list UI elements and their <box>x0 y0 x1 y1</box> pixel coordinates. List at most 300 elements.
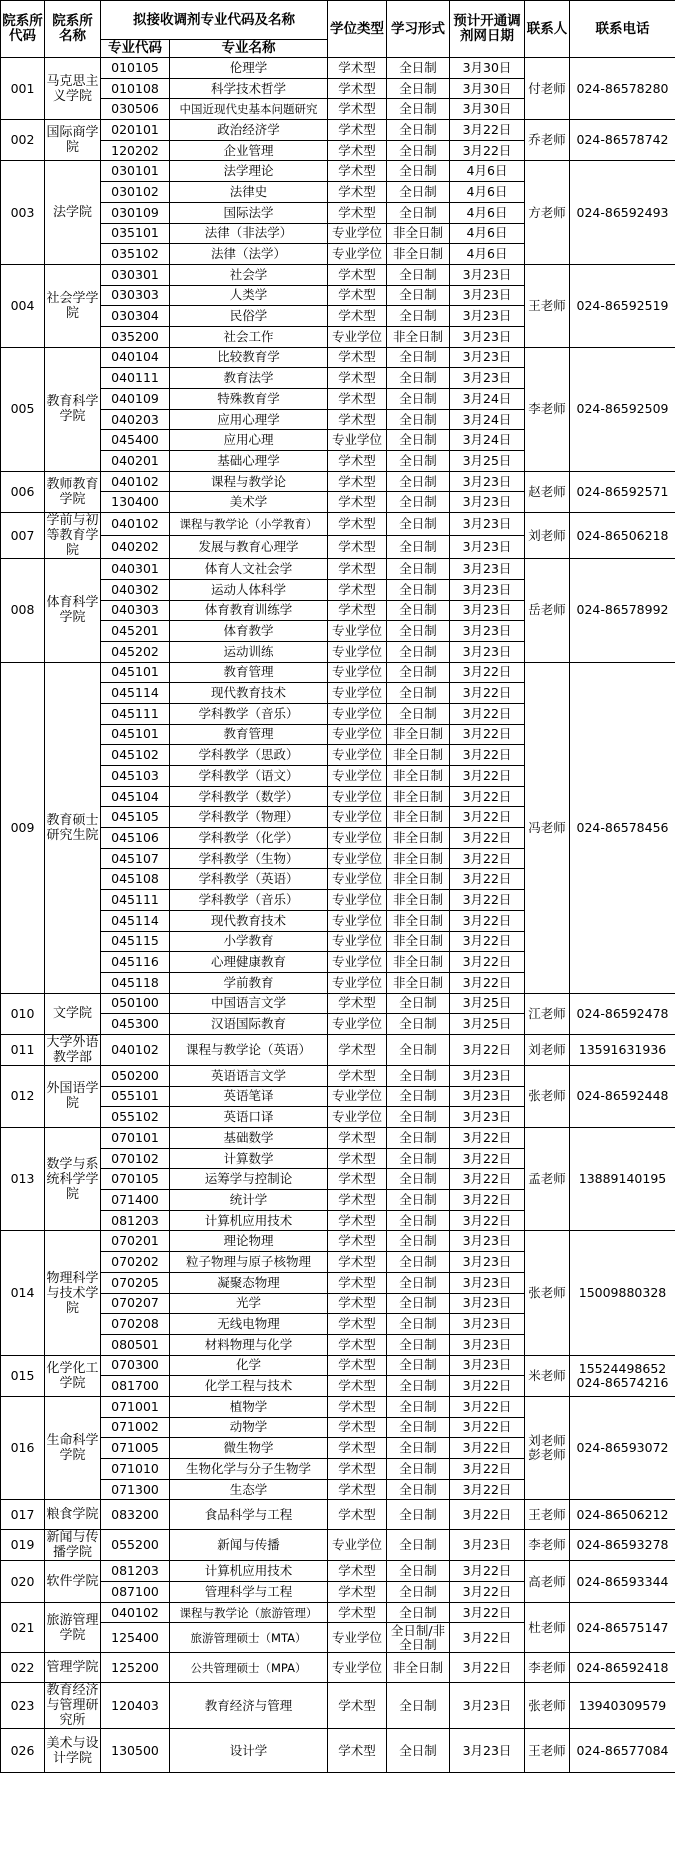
major-name: 英语口译 <box>170 1107 328 1128</box>
dept-name: 法学院 <box>45 161 101 264</box>
contact-phone <box>570 264 675 347</box>
major-code: 071005 <box>101 1438 170 1459</box>
degree-type: 学术型 <box>328 1417 387 1438</box>
major-name: 化学工程与技术 <box>170 1376 328 1397</box>
major-code: 071002 <box>101 1417 170 1438</box>
major-name: 应用心理学 <box>170 409 328 430</box>
open-date: 3月22日 <box>450 1396 525 1417</box>
major-code: 045111 <box>101 703 170 724</box>
contact <box>525 1500 570 1530</box>
major-name: 课程与教学论（旅游管理） <box>170 1602 328 1623</box>
open-date: 3月22日 <box>450 1128 525 1149</box>
contact <box>525 559 570 662</box>
study-mode: 全日制 <box>387 536 450 559</box>
open-date: 3月22日 <box>450 1210 525 1231</box>
table-row <box>1 1396 675 1417</box>
degree-type: 专业学位 <box>328 1086 387 1107</box>
major-code: 070101 <box>101 1128 170 1149</box>
study-mode: 全日制 <box>387 1417 450 1438</box>
open-date: 3月22日 <box>450 910 525 931</box>
major-code: 030301 <box>101 264 170 285</box>
open-date: 3月23日 <box>450 285 525 306</box>
contact-name: 冯老师 <box>528 819 566 835</box>
degree-type: 学术型 <box>328 1148 387 1169</box>
major-name: 管理科学与工程 <box>170 1582 328 1603</box>
study-mode: 全日制 <box>387 703 450 724</box>
study-mode: 全日制 <box>387 120 450 141</box>
major-name: 基础数学 <box>170 1128 328 1149</box>
contact <box>525 471 570 512</box>
header-dept-code: 院系所代码 <box>1 1 45 58</box>
study-mode: 全日制 <box>387 389 450 410</box>
open-date: 3月23日 <box>450 471 525 492</box>
dept-name: 国际商学院 <box>45 120 101 161</box>
contact <box>525 993 570 1034</box>
major-name: 微生物学 <box>170 1438 328 1459</box>
dept-name: 美术与设计学院 <box>45 1729 101 1773</box>
contact <box>525 1653 570 1683</box>
degree-type: 学术型 <box>328 1602 387 1623</box>
major-name: 法律（非法学） <box>170 223 328 244</box>
open-date: 3月23日 <box>450 326 525 347</box>
study-mode: 全日制 <box>387 140 450 161</box>
major-name: 粒子物理与原子核物理 <box>170 1252 328 1273</box>
degree-type: 专业学位 <box>328 1653 387 1683</box>
dept-code: 026 <box>1 1729 45 1773</box>
degree-type: 学术型 <box>328 513 387 536</box>
degree-type: 专业学位 <box>328 662 387 683</box>
open-date: 3月30日 <box>450 99 525 120</box>
table-row <box>1 264 675 285</box>
study-mode: 非全日制 <box>387 972 450 993</box>
open-date: 3月23日 <box>450 1293 525 1314</box>
open-date: 3月23日 <box>450 1107 525 1128</box>
phone-number: 13940309579 <box>578 1697 667 1713</box>
phone-number: 024-86592418 <box>576 1659 669 1675</box>
table-row <box>1 1065 675 1086</box>
dept-code: 021 <box>1 1602 45 1653</box>
major-name: 运筹学与控制论 <box>170 1169 328 1190</box>
degree-type: 学术型 <box>328 285 387 306</box>
degree-type: 学术型 <box>328 347 387 368</box>
major-name: 计算机应用技术 <box>170 1210 328 1231</box>
study-mode: 全日制 <box>387 451 450 472</box>
contact-phone <box>570 1729 675 1773</box>
study-mode: 非全日制 <box>387 223 450 244</box>
major-code: 071400 <box>101 1190 170 1211</box>
degree-type: 专业学位 <box>328 1530 387 1561</box>
dept-code: 010 <box>1 993 45 1034</box>
study-mode: 全日制 <box>387 1252 450 1273</box>
contact-phone <box>570 1034 675 1065</box>
open-date: 3月23日 <box>450 559 525 580</box>
major-code: 040202 <box>101 536 170 559</box>
contact-name: 刘老师 <box>528 1041 566 1057</box>
degree-type: 专业学位 <box>328 807 387 828</box>
major-name: 学科教学（化学） <box>170 828 328 849</box>
major-name: 中国近现代史基本问题研究 <box>170 99 328 120</box>
phone-number: 024-86592448 <box>576 1088 669 1104</box>
study-mode: 全日制 <box>387 347 450 368</box>
contact-phone <box>570 1653 675 1683</box>
contact-name: 张老师 <box>528 1088 566 1104</box>
open-date: 3月24日 <box>450 389 525 410</box>
contact-phone <box>570 1128 675 1231</box>
study-mode: 全日制 <box>387 1190 450 1211</box>
header-dept-name: 院系所名称 <box>45 1 101 58</box>
major-name: 材料物理与化学 <box>170 1334 328 1355</box>
degree-type: 专业学位 <box>328 703 387 724</box>
major-name: 生物化学与分子生物学 <box>170 1459 328 1480</box>
major-name: 人类学 <box>170 285 328 306</box>
contact-phone <box>570 58 675 120</box>
degree-type: 专业学位 <box>328 1623 387 1653</box>
major-name: 社会学 <box>170 264 328 285</box>
major-name: 凝聚态物理 <box>170 1272 328 1293</box>
degree-type: 学术型 <box>328 120 387 141</box>
degree-type: 学术型 <box>328 1355 387 1376</box>
major-name: 学科教学（英语） <box>170 869 328 890</box>
open-date: 3月22日 <box>450 1417 525 1438</box>
major-name: 学科教学（语文） <box>170 766 328 787</box>
open-date: 3月22日 <box>450 848 525 869</box>
degree-type: 学术型 <box>328 1683 387 1729</box>
major-name: 理论物理 <box>170 1231 328 1252</box>
major-name: 英语语言文学 <box>170 1065 328 1086</box>
major-code: 120403 <box>101 1683 170 1729</box>
major-name: 国际法学 <box>170 202 328 223</box>
table-row <box>1 1530 675 1561</box>
dept-code: 015 <box>1 1355 45 1396</box>
dept-code: 001 <box>1 58 45 120</box>
contact-name: 王老师 <box>528 297 566 313</box>
open-date: 3月22日 <box>450 1653 525 1683</box>
contact <box>525 1683 570 1729</box>
major-name: 光学 <box>170 1293 328 1314</box>
contact-name: 王老师 <box>528 1742 566 1758</box>
phone-number: 024-86592571 <box>576 483 669 499</box>
major-name: 无线电物理 <box>170 1314 328 1335</box>
open-date: 3月23日 <box>450 600 525 621</box>
major-name: 动物学 <box>170 1417 328 1438</box>
open-date: 3月22日 <box>450 1500 525 1530</box>
dept-code: 006 <box>1 471 45 512</box>
table-row <box>1 161 675 182</box>
major-code: 010105 <box>101 58 170 79</box>
contact-name: 李老师 <box>528 401 566 417</box>
major-name: 学科教学（思政） <box>170 745 328 766</box>
table-row <box>1 471 675 492</box>
study-mode: 非全日制 <box>387 326 450 347</box>
study-mode: 全日制 <box>387 1334 450 1355</box>
open-date: 3月30日 <box>450 58 525 79</box>
degree-type: 专业学位 <box>328 766 387 787</box>
degree-type: 学术型 <box>328 1479 387 1500</box>
open-date: 3月22日 <box>450 890 525 911</box>
contact <box>525 161 570 264</box>
contact-phone <box>570 1530 675 1561</box>
open-date: 3月22日 <box>450 1190 525 1211</box>
contact-name: 李老师 <box>528 1537 566 1553</box>
study-mode: 非全日制 <box>387 890 450 911</box>
degree-type: 学术型 <box>328 1272 387 1293</box>
study-mode: 非全日制 <box>387 807 450 828</box>
study-mode: 全日制 <box>387 662 450 683</box>
dept-name: 软件学院 <box>45 1561 101 1602</box>
open-date: 3月23日 <box>450 1231 525 1252</box>
major-code: 070300 <box>101 1355 170 1376</box>
study-mode: 全日制 <box>387 1355 450 1376</box>
open-date: 3月22日 <box>450 1582 525 1603</box>
dept-name: 马克思主义学院 <box>45 58 101 120</box>
major-code: 040102 <box>101 1602 170 1623</box>
major-code: 050100 <box>101 993 170 1014</box>
major-name: 设计学 <box>170 1729 328 1773</box>
study-mode: 全日制 <box>387 1582 450 1603</box>
major-code: 045115 <box>101 931 170 952</box>
open-date: 3月22日 <box>450 952 525 973</box>
contact-phone <box>570 1500 675 1530</box>
dept-name: 教育经济与管理研究所 <box>46 1683 99 1729</box>
study-mode: 全日制 <box>387 621 450 642</box>
major-code: 040111 <box>101 368 170 389</box>
major-code: 040201 <box>101 451 170 472</box>
major-name: 计算机应用技术 <box>170 1561 328 1582</box>
open-date: 3月22日 <box>450 1459 525 1480</box>
major-code: 045300 <box>101 1014 170 1035</box>
open-date: 3月22日 <box>450 745 525 766</box>
degree-type: 学术型 <box>328 202 387 223</box>
degree-type: 专业学位 <box>328 848 387 869</box>
table-row <box>1 1683 675 1729</box>
major-name: 应用心理 <box>170 430 328 451</box>
study-mode: 非全日制 <box>387 745 450 766</box>
open-date: 4月6日 <box>450 244 525 265</box>
contact-name: 李老师 <box>528 1659 566 1675</box>
contact-phone <box>570 347 675 471</box>
study-mode: 全日制 <box>387 1128 450 1149</box>
open-date: 3月22日 <box>450 828 525 849</box>
contact-phone <box>570 1561 675 1602</box>
header-major-group: 拟接收调剂专业代码及名称 <box>101 1 328 40</box>
major-name: 教育法学 <box>170 368 328 389</box>
contact-phone <box>570 513 675 559</box>
major-code: 040303 <box>101 600 170 621</box>
major-code: 120202 <box>101 140 170 161</box>
open-date: 4月6日 <box>450 223 525 244</box>
study-mode: 全日制 <box>387 161 450 182</box>
open-date: 3月23日 <box>450 1334 525 1355</box>
dept-code: 002 <box>1 120 45 161</box>
table-row <box>1 662 675 683</box>
study-mode: 全日制 <box>387 1479 450 1500</box>
degree-type: 学术型 <box>328 1376 387 1397</box>
open-date: 3月23日 <box>450 306 525 327</box>
dept-code: 007 <box>1 513 45 559</box>
study-mode: 全日制 <box>387 182 450 203</box>
contact-phone <box>570 993 675 1034</box>
contact-phone <box>570 1355 675 1396</box>
contact <box>525 1034 570 1065</box>
open-date: 3月25日 <box>450 993 525 1014</box>
contact <box>525 1231 570 1355</box>
open-date: 3月22日 <box>450 766 525 787</box>
study-mode: 全日制 <box>387 600 450 621</box>
contact-name: 岳老师 <box>528 602 566 618</box>
dept-name: 社会学学院 <box>45 264 101 347</box>
table-row <box>1 1128 675 1149</box>
study-mode: 全日制 <box>387 641 450 662</box>
phone-number: 13591631936 <box>578 1041 667 1057</box>
major-name: 汉语国际教育 <box>170 1014 328 1035</box>
header-open-date: 预计开通调剂网日期 <box>450 1 525 58</box>
dept-name: 体育科学学院 <box>45 559 101 662</box>
major-code: 035200 <box>101 326 170 347</box>
study-mode: 全日制 <box>387 1376 450 1397</box>
study-mode: 全日制 <box>387 1561 450 1582</box>
dept-code: 005 <box>1 347 45 471</box>
study-mode: 全日制 <box>387 1683 450 1729</box>
major-code: 010108 <box>101 78 170 99</box>
contact <box>525 1396 570 1499</box>
contact <box>525 1561 570 1602</box>
major-name: 民俗学 <box>170 306 328 327</box>
major-code: 045103 <box>101 766 170 787</box>
contact-phone <box>570 120 675 161</box>
major-code: 030102 <box>101 182 170 203</box>
major-name: 美术学 <box>170 492 328 513</box>
degree-type: 学术型 <box>328 99 387 120</box>
contact <box>525 1355 570 1396</box>
contact <box>525 1729 570 1773</box>
phone-number-2: 024-86574216 <box>576 1374 669 1390</box>
open-date: 4月6日 <box>450 161 525 182</box>
degree-type: 学术型 <box>328 1231 387 1252</box>
degree-type: 专业学位 <box>328 244 387 265</box>
open-date: 3月22日 <box>450 724 525 745</box>
degree-type: 专业学位 <box>328 430 387 451</box>
study-mode: 全日制 <box>387 368 450 389</box>
study-mode: 全日制 <box>387 1396 450 1417</box>
major-name: 现代教育技术 <box>170 910 328 931</box>
major-code: 030304 <box>101 306 170 327</box>
study-mode: 全日制 <box>387 306 450 327</box>
open-date: 3月23日 <box>450 536 525 559</box>
major-name: 科学技术哲学 <box>170 78 328 99</box>
major-name: 法律史 <box>170 182 328 203</box>
open-date: 3月23日 <box>450 347 525 368</box>
open-date: 3月22日 <box>450 869 525 890</box>
dept-code: 022 <box>1 1653 45 1683</box>
dept-name: 学前与初等教育学院 <box>46 513 99 559</box>
study-mode: 非全日制 <box>387 786 450 807</box>
degree-type: 学术型 <box>328 182 387 203</box>
degree-type: 学术型 <box>328 1561 387 1582</box>
major-code: 070201 <box>101 1231 170 1252</box>
degree-type: 学术型 <box>328 368 387 389</box>
study-mode: 全日制 <box>387 1459 450 1480</box>
major-name: 运动训练 <box>170 641 328 662</box>
major-code: 040102 <box>101 513 170 536</box>
contact <box>525 264 570 347</box>
contact-phone <box>570 161 675 264</box>
table-row <box>1 1602 675 1623</box>
contact-phone <box>570 559 675 662</box>
dept-code: 020 <box>1 1561 45 1602</box>
degree-type: 学术型 <box>328 1438 387 1459</box>
phone-number: 024-86593344 <box>576 1573 669 1589</box>
study-mode: 全日制 <box>387 1314 450 1335</box>
contact-name: 张老师 <box>528 1285 566 1300</box>
major-code: 071001 <box>101 1396 170 1417</box>
contact <box>525 1128 570 1231</box>
study-mode: 全日制 <box>387 471 450 492</box>
contact-name: 乔老师 <box>528 132 566 148</box>
major-code: 055200 <box>101 1530 170 1561</box>
study-mode: 全日制 <box>387 1086 450 1107</box>
table-row <box>1 1653 675 1683</box>
major-name: 课程与教学论 <box>170 471 328 492</box>
degree-type: 学术型 <box>328 1500 387 1530</box>
phone-number: 15524498652 <box>578 1360 667 1376</box>
study-mode: 全日制 <box>387 492 450 513</box>
dept-code: 019 <box>1 1530 45 1561</box>
major-code: 070202 <box>101 1252 170 1273</box>
major-name: 心理健康教育 <box>170 952 328 973</box>
degree-type: 专业学位 <box>328 952 387 973</box>
study-mode: 全日制 <box>387 1034 450 1065</box>
study-mode: 全日制 <box>387 579 450 600</box>
open-date: 3月23日 <box>450 513 525 536</box>
contact-name: 江老师 <box>528 1005 566 1021</box>
header-study-mode: 学习形式 <box>387 1 450 58</box>
major-code: 045116 <box>101 952 170 973</box>
phone-number: 024-86593278 <box>576 1537 669 1553</box>
major-name: 学科教学（物理） <box>170 807 328 828</box>
major-name: 学科教学（数学） <box>170 786 328 807</box>
open-date: 3月22日 <box>450 140 525 161</box>
open-date: 3月23日 <box>450 1729 525 1773</box>
table-row <box>1 1729 675 1773</box>
open-date: 3月22日 <box>450 1169 525 1190</box>
study-mode: 全日制 <box>387 285 450 306</box>
degree-type: 专业学位 <box>328 641 387 662</box>
degree-type: 专业学位 <box>328 745 387 766</box>
dept-name: 化学化工学院 <box>45 1355 101 1396</box>
study-mode: 全日制 <box>387 430 450 451</box>
degree-type: 学术型 <box>328 389 387 410</box>
degree-type: 学术型 <box>328 58 387 79</box>
contact <box>525 1530 570 1561</box>
table-row <box>1 993 675 1014</box>
phone-number: 024-86578280 <box>576 80 669 96</box>
major-name: 教育管理 <box>170 662 328 683</box>
study-mode: 全日制 <box>387 1293 450 1314</box>
open-date: 3月22日 <box>450 1376 525 1397</box>
study-mode: 非全日制 <box>387 724 450 745</box>
dept-name: 教育科学学院 <box>45 347 101 471</box>
study-mode: 非全日制 <box>387 766 450 787</box>
major-name: 学科教学（音乐） <box>170 703 328 724</box>
table-row <box>1 120 675 141</box>
study-mode: 全日制 <box>387 58 450 79</box>
dept-code: 008 <box>1 559 45 662</box>
open-date: 3月22日 <box>450 972 525 993</box>
major-code: 045201 <box>101 621 170 642</box>
open-date: 3月22日 <box>450 931 525 952</box>
phone-number: 13889140195 <box>578 1171 667 1187</box>
major-code: 045105 <box>101 807 170 828</box>
